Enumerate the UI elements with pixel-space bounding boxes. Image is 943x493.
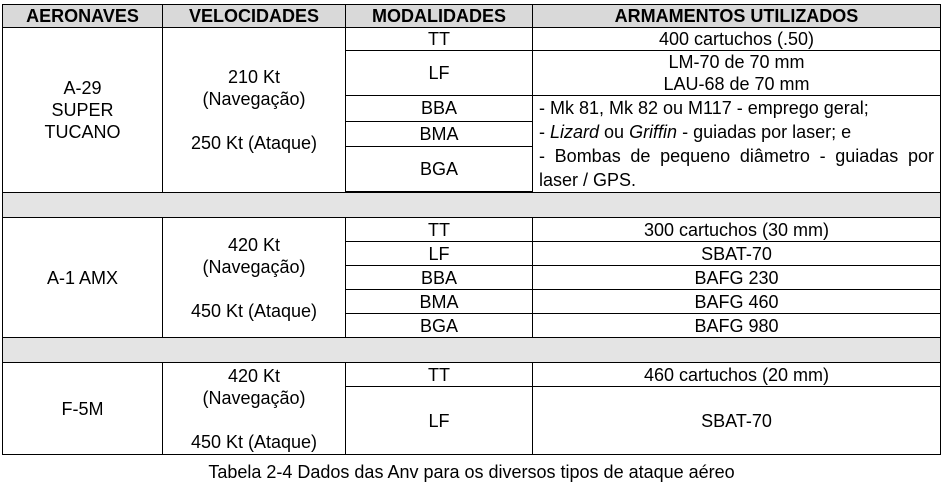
a29-mod-lf: LF — [346, 51, 533, 96]
header-row — [3, 5, 941, 28]
f5-speed-cell — [163, 363, 346, 455]
a29-arm-bomb-line1: - Mk 81, Mk 82 ou M117 - emprego geral; — [539, 98, 869, 118]
a29-aircraft-cell — [3, 28, 163, 193]
a29-row-tt — [3, 28, 941, 51]
a1-mod-bma: BMA — [346, 290, 533, 314]
a1-mod-bba: BBA — [346, 266, 533, 290]
a1-arm-bma: BAFG 460 — [533, 290, 941, 314]
a29-name-line2: SUPER — [51, 100, 114, 120]
a1-arm-bba: BAFG 230 — [533, 266, 941, 290]
separator-row-1 — [3, 193, 941, 218]
a29-arm-bomb-line3: - Bombas de pequeno diâmetro - guiadas por laser / GPS. — [539, 146, 934, 190]
f5-speed-nav-label: (Navegação) — [202, 387, 306, 408]
a29-speed-nav: 210 Kt — [227, 67, 281, 87]
a29-arm-lf — [533, 51, 941, 96]
separator-row-2 — [3, 338, 941, 363]
a29-mod-bma: BMA — [346, 121, 533, 147]
a1-arm-bga: BAFG 980 — [533, 314, 941, 338]
header-aeronaves: AERONAVES — [3, 5, 163, 28]
f5-arm-tt: 460 cartuchos (20 mm) — [533, 363, 941, 387]
a1-arm-lf: SBAT-70 — [533, 242, 941, 266]
a29-mod-tt: TT — [346, 28, 533, 51]
f5-arm-lf: SBAT-70 — [533, 387, 941, 455]
a1-arm-tt: 300 cartuchos (30 mm) — [533, 218, 941, 242]
a29-speed-attack: 250 Kt (Ataque) — [190, 133, 318, 153]
f5-mod-tt: TT — [346, 363, 533, 387]
a1-row-tt — [3, 218, 941, 242]
header-armamentos: ARMAMENTOS UTILIZADOS — [533, 5, 941, 28]
header-modalidades: MODALIDADES — [346, 5, 533, 28]
a29-arm-bomb-line2: - Lizard ou Griffin - guiadas por laser; e — [539, 122, 852, 142]
table-caption: Tabela 2-4 Dados das Anv para os diversos tipos de ataque aéreo — [208, 462, 735, 482]
a29-mod-bba: BBA — [346, 96, 533, 122]
a1-speed-attack: 450 Kt (Ataque) — [190, 300, 318, 321]
a1-speed-cell — [163, 218, 346, 338]
griffin-text: Griffin — [629, 122, 678, 142]
a29-speed-nav-label: (Navegação) — [202, 89, 306, 109]
a1-mod-lf: LF — [346, 242, 533, 266]
weapons-table — [2, 4, 941, 455]
a29-speed-cell — [163, 28, 346, 193]
header-velocidades: VELOCIDADES — [163, 5, 346, 28]
a29-name-line1: A-29 — [63, 78, 102, 98]
a29-arm-tt: 400 cartuchos (.50) — [533, 28, 941, 51]
f5-mod-lf: LF — [346, 387, 533, 455]
a1-speed-nav-label: (Navegação) — [202, 256, 306, 277]
f5-row-tt — [3, 363, 941, 387]
lizard-text: Lizard — [550, 122, 600, 142]
a29-mod-bga: BGA — [346, 147, 533, 192]
a29-arm-bombs — [533, 96, 941, 193]
f5-speed-nav: 420 Kt — [227, 365, 281, 386]
a29-arm-lf-line2: LAU-68 de 70 mm — [663, 74, 810, 94]
a1-aircraft-cell: A-1 AMX — [3, 218, 163, 338]
a1-mod-tt: TT — [346, 218, 533, 242]
a1-mod-bga: BGA — [346, 314, 533, 338]
f5-aircraft-cell: F-5M — [3, 363, 163, 455]
a29-arm-lf-line1: LM-70 de 70 mm — [668, 52, 805, 72]
a1-speed-nav: 420 Kt — [227, 234, 281, 255]
a29-name-line3: TUCANO — [44, 122, 121, 142]
f5-speed-attack: 450 Kt (Ataque) — [190, 431, 318, 452]
